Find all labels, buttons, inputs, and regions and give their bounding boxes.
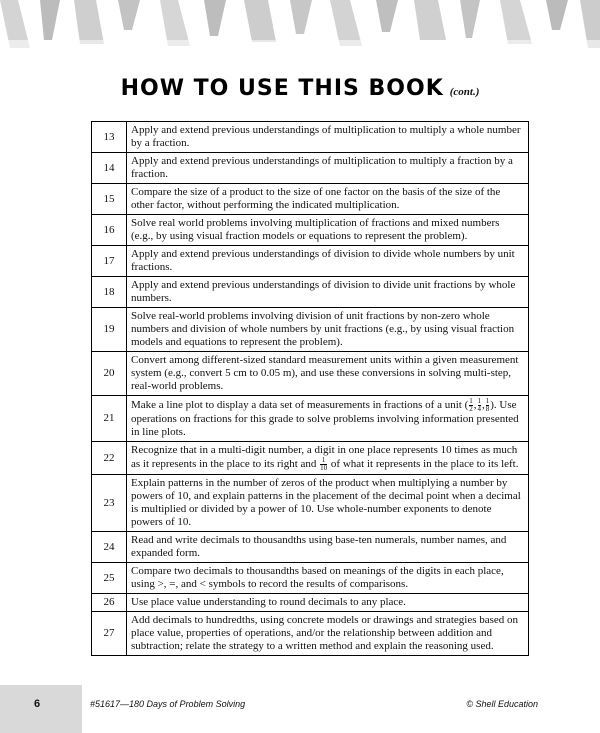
- fraction: [320, 457, 327, 472]
- standard-number: 26: [92, 594, 127, 612]
- standard-description: Add decimals to hundredths, using concrete models or drawings and strategies based on place value, properties of operations, and/or the relationship between addition and subtraction; relate the strategy to a written method and explain the reasoning used.: [127, 612, 529, 656]
- standard-description: Compare two decimals to thousandths based on meanings of the digits in each place, using >, =, and < symbols to record the results of comparisons.: [127, 563, 529, 594]
- table-row: [92, 153, 529, 184]
- table-row: [92, 308, 529, 352]
- standard-number: 14: [92, 153, 127, 184]
- table-row: [92, 442, 529, 475]
- standard-description: Apply and extend previous understandings of division to divide whole numbers by unit fractions.: [127, 246, 529, 277]
- standard-description: Apply and extend previous understandings of multiplication to multiply a fraction by a fraction.: [127, 153, 529, 184]
- page-number-tab: [0, 685, 82, 733]
- standard-text-part: of what it represents in the place to its left.: [328, 458, 519, 471]
- standard-description: Explain patterns in the number of zeros of the product when multiplying a number by powers of 10, and explain patterns in the placement of the decimal point when a decimal is multiplied or divided by a power of 10. Use whole-number exponents to denote powers of 10.: [127, 475, 529, 532]
- standard-description: Use place value understanding to round decimals to any place.: [127, 594, 529, 612]
- table-row: [92, 352, 529, 396]
- fraction-denominator: 10: [320, 464, 328, 472]
- fraction: [486, 398, 490, 413]
- standard-text-part: Recognize that in a multi-digit number, a digit in one place represents 10 times as much as it represents in the place to its right and: [131, 444, 518, 471]
- publisher-footer: © Shell Education: [466, 699, 538, 709]
- fraction-denominator: 8: [485, 405, 490, 413]
- fraction-denominator: 2: [469, 405, 473, 413]
- table-row: [92, 184, 529, 215]
- standard-number: 25: [92, 563, 127, 594]
- standard-number: 24: [92, 532, 127, 563]
- standard-number: 18: [92, 277, 127, 308]
- standard-number: 21: [92, 396, 127, 442]
- standard-number: 27: [92, 612, 127, 656]
- standard-number: 13: [92, 122, 127, 153]
- standard-description: [127, 442, 529, 475]
- fraction-numerator: 1: [485, 397, 490, 405]
- standard-description: Solve real-world problems involving division of unit fractions by non-zero whole numbers and division of whole numbers by unit fractions (e.g., by using visual fraction models and equations to represent the problem).: [127, 308, 529, 352]
- standard-number: 19: [92, 308, 127, 352]
- fraction-numerator: 1: [469, 397, 473, 405]
- table-row: [92, 246, 529, 277]
- table-row: [92, 475, 529, 532]
- book-title-footer: #51617—180 Days of Problem Solving: [90, 699, 246, 709]
- standard-description: Solve real world problems involving multiplication of fractions and mixed numbers (e.g., by using visual fraction models or equations to represent the problem).: [127, 215, 529, 246]
- table-row: [92, 612, 529, 656]
- fraction: [478, 398, 482, 413]
- table-row: [92, 594, 529, 612]
- standard-number: 15: [92, 184, 127, 215]
- page-number: 6: [34, 698, 41, 710]
- standard-description: Make a line plot to display a data set of measurements in fractions of a unit ( $\frac{1}{2}$ , $\frac{1}{4}$ , $\frac{1}{8}$ ). Use operations on fractions for this grade to solve problems involving information presented in line plots.: [127, 396, 529, 442]
- standard-text-part: ). Use operations on fractions for this grade to solve problems involving information presented in line plots.: [131, 399, 519, 438]
- striped-banner-graphic: [0, 0, 600, 48]
- standard-description: Read and write decimals to thousandths using base-ten numerals, number names, and expanded form.: [127, 532, 529, 563]
- standard-description: Apply and extend previous understandings of multiplication to multiply a whole number by a fraction.: [127, 122, 529, 153]
- page-title-continued: (cont.): [449, 86, 480, 98]
- standard-description: Convert among different-sized standard measurement units within a given measurement system (e.g., convert 5 cm to 0.05 m), and use these conversions in solving multi-step, real-world problems.: [127, 352, 529, 396]
- table-row: [92, 532, 529, 563]
- table-row: [92, 215, 529, 246]
- standards-table: [91, 121, 529, 656]
- decorative-header-band: [0, 0, 600, 48]
- standard-number: 22: [92, 442, 127, 475]
- table-row: [92, 277, 529, 308]
- standard-description: Apply and extend previous understandings of division to divide unit fractions by whole numbers.: [127, 277, 529, 308]
- standard-text-part: Make a line plot to display a data set of measurements in fractions of a unit (: [131, 399, 469, 412]
- standard-number: 17: [92, 246, 127, 277]
- fraction-denominator: 4: [477, 405, 481, 413]
- fraction-numerator: 1: [477, 397, 481, 405]
- fraction: [469, 398, 473, 413]
- standard-number: 16: [92, 215, 127, 246]
- table-row: [92, 563, 529, 594]
- standard-number: 23: [92, 475, 127, 532]
- standard-number: 20: [92, 352, 127, 396]
- standard-description: Compare the size of a product to the size of one factor on the basis of the size of the other factor, without performing the indicated multiplication.: [127, 184, 529, 215]
- page-title: HOW TO USE THIS BOOK: [120, 76, 444, 101]
- page-heading: [0, 76, 600, 101]
- table-row: [92, 396, 529, 442]
- table-row: [92, 122, 529, 153]
- fraction-numerator: 1: [321, 456, 326, 464]
